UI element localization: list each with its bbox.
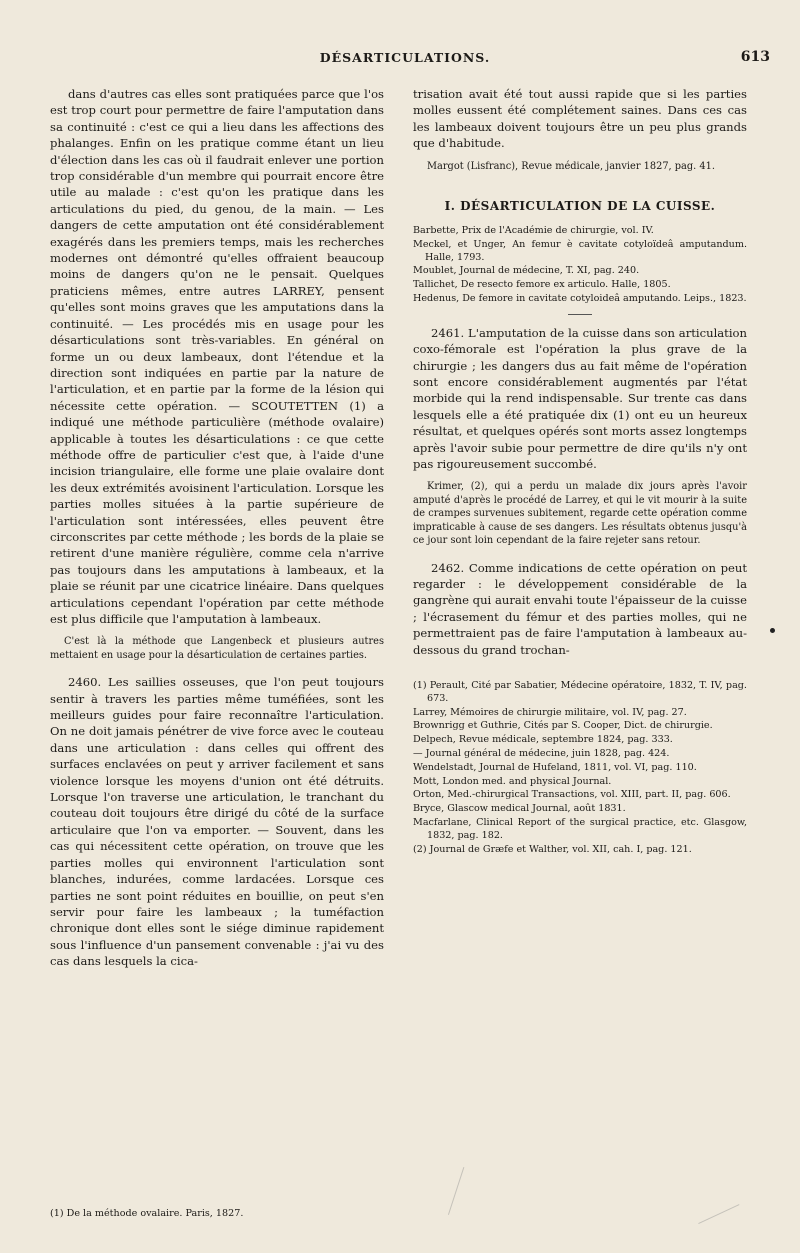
footnote-list [413, 680, 747, 856]
paragraph-2461: 2461. L'amputation de la cuisse dans son articulation coxo-fémorale est l'opération la plus grave de la chirurgie ; les dangers dus au fait même de l'opération sont encore considérablement augmentés par l'état morbide qui la rend indispensable. Sur trente cas dans lesquels elle a été pratiquée dix (1) ont eu un heureux résultat, et quelques opérés sont morts assez longtemps après l'avoir subie pour permettre de dire qu'ils n'y ont pas rigoureusement succombé. [413, 325, 747, 472]
paper-mark [686, 1177, 740, 1224]
paper-mark [448, 1167, 489, 1223]
footnote-ovalaire: (1) De la méthode ovalaire. Paris, 1827. [50, 1208, 244, 1219]
section-title: I. DÉSARTICULATION DE LA CUISSE. [444, 199, 716, 214]
paragraph-2462: 2462. Comme indications de cette opération on peut regarder : le développement considérable de la gangrène qui aurait envahi toute l'épaisseur de la cuisse ; l'écrasement du fémur et des parties molles, qui ne permettraient pas de faire l'amputation à lambeaux au-dessous du grand trochan- [413, 560, 747, 657]
reference-item: Tallichet, De resecto femore ex articulo. Halle, 1805. [413, 279, 671, 291]
running-head [40, 50, 770, 68]
reference-item: Barbette, Prix de l'Académie de chirurgie, vol. IV. [413, 225, 654, 237]
right-column [413, 86, 747, 857]
footnote-item: (2) Journal de Græfe et Walther, vol. XII, cah. I, pag. 121. [413, 843, 692, 855]
note-langenbeck: C'est là la méthode que Langenbeck et plusieurs autres mettaient en usage pour la désarticulation de certaines parties. [50, 636, 384, 661]
footnote-item: Mott, London med. and physical Journal. [413, 775, 612, 787]
note-krimer: Krimer, (2), qui a perdu un malade dix jours après l'avoir amputé d'après le procédé de Larrey, et qui le vit mourir à la suite de crampes survenues subitement, regarde cette opération comme impraticable à cause de ses dangers. Les résultats obtenus jusqu'à ce jour sont loin cependant de la faire rejeter sans retour. [413, 481, 747, 547]
reference-list [413, 225, 747, 306]
paragraph-intro: dans d'autres cas elles sont pratiquées parce que l'os est trop court pour permettre de faire l'amputation dans sa continuité : c'est ce qui a lieu dans les affections des phalanges. Enfin on les pratique comme étant un lieu d'élection dans les cas où il faudrait enlever une portion trop considérable d'un membre qui pourrait encore être utile au malade : c'est qu'on les pratique dans les articulations du pied, du genou, de la main. — Les dangers de cette amputation ont été considérablement exagérés dans les premiers temps, mais les recherches modernes ont démontré qu'elles offraient beaucoup moins de dangers qu'on ne le pensait. Quelques praticiens mêmes, entre autres LARREY, pensent qu'elles sont moins graves que les amputations dans la continuité. — Les procédés mis en usage pour les désarticulations sont très-variables. En général on forme un ou deux lambeaux, dont l'étendue et la direction sont indiquées en partie par la nature de l'articulation, et en partie par la forme de la lésion qui nécessite cette opération. — SCOUTETTEN (1) a indiqué une méthode particulière (méthode ovalaire) applicable à toutes les désarticulations : ce que cette méthode offre de particulier c'est que, à l'aide d'une incision triangulaire, elle forme une plaie ovalaire dont les deux extrémités avoisinent l'articulation. Lorsque les parties molles situées à la partie supérieure de l'articulation sont intéressées, elles peuvent être circonscrites par cette méthode ; les bords de la plaie se retirent d'une manière régulière, comme cela n'arrive pas toujours dans les amputations à lambeaux, et la plaie se réunit par une cicatrice linéaire. Dans quelques articulations cependant l'opération par cette méthode est plus difficile que l'amputation à lambeaux. [50, 87, 384, 626]
footnote-item: Larrey, Mémoires de chirurgie militaire, vol. IV, pag. 27. [413, 706, 687, 718]
reference-item: Meckel, et Unger, An femur è cavitate cotyloïdeâ amputandum. Halle, 1793. [413, 238, 747, 263]
footnote-item: Bryce, Glascow medical Journal, août 1831. [413, 803, 626, 815]
footnote-item: Macfarlane, Clinical Report of the surgical practice, etc. Glasgow, 1832, pag. 182. [413, 816, 747, 841]
reference-margot: Margot (Lisfranc), Revue médicale, janvier 1827, pag. 41. [427, 160, 715, 172]
paragraph-continuation: trisation avait été tout aussi rapide que si les parties molles eussent été complétement saines. Dans ces cas les lambeaux doivent toujours être un peu plus grands que d'habitude. [413, 87, 747, 151]
footnote-item: Brownrigg et Guthrie, Cités par S. Cooper, Dict. de chirurgie. [413, 720, 713, 732]
ink-dot [770, 628, 775, 633]
paragraph-2460: 2460. Les saillies osseuses, que l'on peut toujours sentir à travers les parties même tuméfiées, sont les meilleurs guides pour faire reconnaître l'articulation. On ne doit jamais pénétrer de vive force avec le couteau dans une articulation : dans celles qui offrent des surfaces enclavées on peut y arriver facilement et sans violence lorsque les moyens d'union ont été détruits. Lorsque l'on traverse une articulation, le tranchant du couteau doit toujours être dirigé du côté de la surface articulaire que l'on va emporter. — Souvent, dans les cas qui nécessitent cette opération, on trouve que les parties molles qui environnent l'articulation sont blanches, indurées, comme lardacées. Lorsque ces parties ne sont point réduites en bouillie, on peut s'en servir pour faire les lambeaux ; la tuméfaction chronique dont elles sont le siége diminue rapidement sous l'influence d'un pansement convenable : j'ai vu des cas dans lesquels la cica- [50, 675, 384, 969]
footnote-item: — Journal général de médecine, juin 1828, pag. 424. [413, 747, 670, 759]
footnote-item: (1) Perault, Cité par Sabatier, Médecine opératoire, 1832, T. IV, pag. 673. [413, 679, 747, 704]
running-title: DÉSARTICULATIONS. [319, 50, 491, 65]
footnote-item: Orton, Med.-chirurgical Transactions, vol. XIII, part. II, pag. 606. [413, 789, 731, 801]
divider [568, 314, 592, 315]
footnote-item: Delpech, Revue médicale, septembre 1824, pag. 333. [413, 734, 673, 746]
page-number: 613 [740, 49, 770, 65]
left-column [50, 86, 384, 970]
reference-item: Hedenus, De femore in cavitate cotyloideâ amputando. Leips., 1823. [413, 293, 747, 305]
footnote-item: Wendelstadt, Journal de Hufeland, 1811, vol. VI, pag. 110. [413, 761, 697, 773]
reference-item: Moublet, Journal de médecine, T. XI, pag. 240. [413, 265, 640, 277]
